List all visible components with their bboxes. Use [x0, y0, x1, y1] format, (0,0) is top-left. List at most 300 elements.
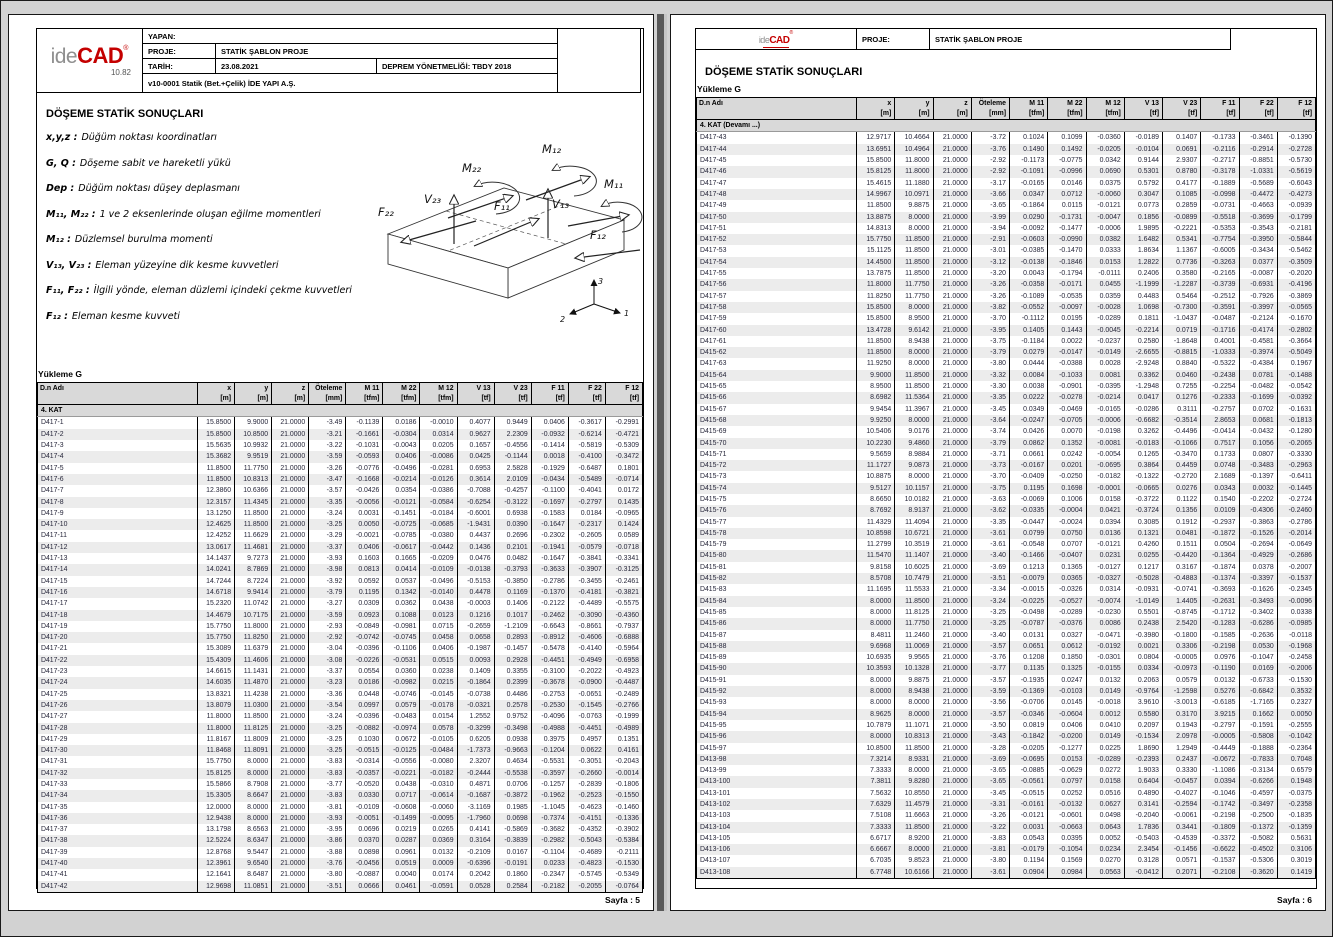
cell-value: 0.1406 — [494, 598, 531, 609]
cell-value: -0.6005 — [1201, 245, 1239, 256]
cell-value: -3.61 — [971, 528, 1009, 539]
cell-value: 0.2928 — [494, 655, 531, 666]
cell-value: -0.2198 — [1201, 810, 1239, 821]
report-header-table — [36, 28, 641, 93]
cell-node-id: D415-93 — [700, 699, 727, 707]
cell-value: -0.1112 — [1010, 313, 1048, 324]
section-label: 4. KAT (Devamı ...) — [697, 120, 1316, 132]
cell-value: 10.8598 — [857, 528, 895, 539]
cell-value: 0.0242 — [1048, 449, 1086, 460]
cell-value: 0.0215 — [420, 677, 457, 688]
cell-value: 0.2063 — [1124, 675, 1162, 686]
cell-value: 0.0997 — [346, 700, 383, 711]
cell-value: 21.0000 — [272, 802, 309, 813]
cell-value: 0.0378 — [1239, 562, 1277, 573]
cell-value: -0.4449 — [1201, 743, 1239, 754]
cell-value: -0.2839 — [568, 779, 605, 790]
cell-value: 11.8125 — [895, 607, 933, 618]
cell-value: 21.0000 — [933, 709, 971, 720]
cell-value: -3.88 — [309, 847, 346, 858]
cell-value: 14.6035 — [198, 677, 235, 688]
cell-value: -0.1935 — [1010, 675, 1048, 686]
cell-value: 0.0219 — [383, 824, 420, 835]
cell-node-id: D417-28 — [38, 723, 198, 734]
cell-value: -0.0496 — [420, 576, 457, 587]
cell-value: 0.5580 — [1124, 709, 1162, 720]
cell-value: 6.6667 — [857, 844, 895, 855]
m12-label: M₁₂ — [542, 142, 562, 156]
cell-value: -0.1806 — [605, 779, 642, 790]
table-row — [697, 347, 1316, 358]
cell-value: -0.5462 — [1277, 245, 1315, 256]
cell-value: -0.0882 — [346, 723, 383, 734]
cell-value: 0.0382 — [1086, 234, 1124, 245]
cell-value: -0.0335 — [1010, 505, 1048, 516]
cell-value: -0.2797 — [568, 497, 605, 508]
cell-value: -0.5819 — [568, 440, 605, 451]
table-row — [697, 223, 1316, 234]
cell-value: 8.0000 — [895, 697, 933, 708]
cell-node-id: D417-57 — [700, 292, 727, 300]
cell-value: -0.1530 — [1277, 675, 1315, 686]
cell-value: -0.4539 — [1163, 833, 1201, 844]
cell-value: 0.0702 — [1239, 404, 1277, 415]
cell-value: 11.8500 — [198, 463, 235, 474]
cell-node-id: D417-16 — [38, 587, 198, 598]
cell-value: 0.0255 — [1124, 550, 1162, 561]
table-row — [697, 460, 1316, 471]
cell-value: 21.0000 — [933, 381, 971, 392]
cell-value: -0.1257 — [531, 779, 568, 790]
table-row — [697, 573, 1316, 584]
table-row — [697, 607, 1316, 618]
cell-value: 0.0086 — [1086, 618, 1124, 629]
cell-value: -0.0985 — [1277, 618, 1315, 629]
cell-value: 10.8875 — [857, 471, 895, 482]
cell-value: 1.1367 — [1163, 245, 1201, 256]
cell-value: -0.0981 — [383, 621, 420, 632]
cell-value: 21.0000 — [272, 587, 309, 598]
cell-value: 11.8500 — [895, 257, 933, 268]
cell-value: 0.0578 — [420, 723, 457, 734]
cell-value: -0.3907 — [568, 564, 605, 575]
cell-value: -3.37 — [309, 666, 346, 677]
cell-value: 6.6717 — [857, 833, 895, 844]
definition-desc: Düzlemsel burulma momenti — [74, 234, 213, 245]
cell-value: 11.0851 — [235, 881, 272, 893]
cell-value: -0.1470 — [1048, 245, 1086, 256]
table-row — [38, 779, 643, 790]
cell-value: -0.4196 — [1277, 279, 1315, 290]
cell-value: -0.2055 — [568, 881, 605, 893]
cell-value: 0.4459 — [1163, 460, 1201, 471]
cell-value: 9.6968 — [857, 641, 895, 652]
cell-value: -0.0561 — [1010, 776, 1048, 787]
table-row — [38, 700, 643, 711]
cell-value: 21.0000 — [933, 392, 971, 403]
cell-value: 0.0327 — [1048, 630, 1086, 641]
cell-value: -0.1731 — [1048, 212, 1086, 223]
cell-value: 0.0360 — [383, 666, 420, 677]
cell-value: -3.54 — [309, 700, 346, 711]
cell-value: -0.1889 — [1201, 178, 1239, 189]
cell-value: 0.0984 — [1048, 867, 1086, 879]
cell-value: 8.9200 — [895, 833, 933, 844]
cell-value: 11.1431 — [235, 666, 272, 677]
cell-value: 8.0000 — [895, 358, 933, 369]
cell-value: -0.2302 — [531, 530, 568, 541]
cell-value: 11.4094 — [895, 517, 933, 528]
cell-value: -0.2182 — [531, 881, 568, 893]
cell-value: -0.1445 — [1277, 483, 1315, 494]
cell-value: -0.2694 — [1239, 539, 1277, 550]
cell-value: 8.0000 — [895, 471, 933, 482]
logo-registered-mark: ® — [789, 29, 794, 36]
cell-value: 0.0022 — [1048, 336, 1086, 347]
cell-value: -0.0205 — [1010, 743, 1048, 754]
cell-value: 0.0276 — [1163, 483, 1201, 494]
cell-value: -0.0121 — [1086, 539, 1124, 550]
table-row — [697, 336, 1316, 347]
cell-value: -0.4823 — [568, 858, 605, 869]
cell-value: 0.3262 — [1124, 426, 1162, 437]
cell-value: -3.20 — [971, 268, 1009, 279]
yapan-label: YAPAN: — [143, 29, 558, 44]
cell-value: -0.3841 — [568, 553, 605, 564]
cell-value: 10.7175 — [235, 610, 272, 621]
cell-value: 0.4483 — [1124, 291, 1162, 302]
cell-value: 0.1856 — [1124, 212, 1162, 223]
cell-value: -3.26 — [971, 291, 1009, 302]
cell-value: -0.1813 — [1277, 415, 1315, 426]
cell-value: -0.0520 — [346, 779, 383, 790]
cell-value: -0.0054 — [1086, 449, 1124, 460]
cell-value: -0.0388 — [1048, 358, 1086, 369]
cell-value: -3.25 — [309, 734, 346, 745]
cell-value: 0.0666 — [346, 881, 383, 893]
cell-value: -0.5531 — [531, 756, 568, 767]
cell-value: -0.0548 — [1010, 539, 1048, 550]
table-row — [697, 392, 1316, 403]
cell-value: -0.1190 — [1201, 663, 1239, 674]
definition-line — [46, 209, 381, 221]
cell-node-id: D417-2 — [38, 429, 198, 440]
cell-value: 0.0748 — [1201, 460, 1239, 471]
cell-value: -0.1089 — [1010, 291, 1048, 302]
cell-value: -0.0132 — [1048, 799, 1086, 810]
cell-node-id: D417-34 — [38, 790, 198, 801]
cell-value: -3.92 — [309, 576, 346, 587]
cell-value: 9.9000 — [235, 417, 272, 429]
cell-value: 0.0394 — [1086, 517, 1124, 528]
cell-value: 15.8500 — [857, 302, 895, 313]
cell-value: 0.0050 — [1277, 709, 1315, 720]
cell-node-id: D417-58 — [697, 302, 857, 313]
column-header: y [m] — [895, 98, 933, 120]
cell-node-id: D415-68 — [697, 415, 857, 426]
page6-content-frame — [695, 28, 1317, 889]
cell-value: -0.0111 — [1086, 268, 1124, 279]
cell-node-id: D417-27 — [41, 713, 68, 721]
cell-value: -0.4384 — [1239, 358, 1277, 369]
cell-value: 12.9698 — [198, 881, 235, 893]
cell-value: 0.0481 — [1163, 528, 1201, 539]
cell-value: -0.2914 — [1239, 144, 1277, 155]
cell-value: 21.0000 — [272, 497, 309, 508]
cell-node-id: D415-79 — [700, 541, 727, 549]
cell-value: -0.0469 — [1048, 404, 1086, 415]
cell-value: 11.8500 — [895, 381, 933, 392]
cell-value: -0.0705 — [1048, 415, 1086, 426]
cell-value: 0.3532 — [1277, 686, 1315, 697]
cell-value: 11.8000 — [895, 166, 933, 177]
cell-value: 0.0406 — [1048, 720, 1086, 731]
cell-value: 11.8500 — [895, 234, 933, 245]
cell-value: 8.0000 — [895, 302, 933, 313]
cell-value: 0.1603 — [346, 553, 383, 564]
cell-value: -0.2686 — [1277, 550, 1315, 561]
cell-value: 10.4664 — [895, 132, 933, 144]
cell-value: 0.0265 — [420, 824, 457, 835]
column-header: Öteleme [mm] — [971, 98, 1009, 120]
axis-1 — [594, 304, 620, 313]
table-row — [697, 166, 1316, 177]
table-row — [38, 643, 643, 654]
cell-value: -0.0092 — [1010, 223, 1048, 234]
cell-value: 0.0247 — [1048, 675, 1086, 686]
cell-value: -0.0731 — [1201, 200, 1239, 211]
slab-results-table-page6 — [696, 97, 1316, 879]
logo-version: 10.82 — [110, 67, 131, 77]
cell-value: 21.0000 — [272, 813, 309, 824]
cell-value: 0.1698 — [1048, 483, 1086, 494]
cell-value: -0.3263 — [1201, 257, 1239, 268]
cell-value: -0.3597 — [531, 768, 568, 779]
cell-value: -0.0105 — [420, 734, 457, 745]
cell-value: -0.0931 — [1124, 584, 1162, 595]
cell-value: 0.7048 — [1277, 754, 1315, 765]
cell-value: -3.79 — [309, 587, 346, 598]
cell-value: -0.4140 — [568, 643, 605, 654]
cell-value: -0.0392 — [1277, 392, 1315, 403]
cell-value: -1.7373 — [457, 745, 494, 756]
cell-value: -0.0226 — [346, 655, 383, 666]
cell-value: -3.25 — [971, 607, 1009, 618]
cell-value: -0.0584 — [420, 497, 457, 508]
cell-value: 6.7035 — [857, 855, 895, 866]
cell-value: 9.5659 — [857, 449, 895, 460]
section-row — [38, 405, 643, 417]
cell-value: 0.0333 — [1086, 245, 1124, 256]
cell-value: 21.0000 — [933, 336, 971, 347]
cell-value: 8.7869 — [235, 564, 272, 575]
cell-value: -0.0695 — [1010, 754, 1048, 765]
cell-value: 21.0000 — [933, 596, 971, 607]
column-header: M 12 [tfm] — [420, 383, 457, 405]
cell-value: -0.1874 — [1201, 562, 1239, 573]
cell-value: -0.3455 — [568, 576, 605, 587]
cell-value: 2.5420 — [1163, 618, 1201, 629]
cell-value: 21.0000 — [933, 630, 971, 641]
cell-value: 11.7750 — [895, 279, 933, 290]
cell-value: -0.4489 — [568, 598, 605, 609]
cell-value: -0.3299 — [457, 723, 494, 734]
cell-value: -0.0097 — [1048, 302, 1086, 313]
cell-value: 0.0334 — [1124, 663, 1162, 674]
cell-value: 15.7750 — [198, 621, 235, 632]
cell-value: 0.0661 — [1010, 449, 1048, 460]
cell-value: 12.1641 — [198, 869, 235, 880]
definition-line — [46, 183, 381, 195]
cell-value: 11.0300 — [235, 700, 272, 711]
cell-value: 0.0287 — [383, 835, 420, 846]
cell-value: 0.5341 — [1163, 234, 1201, 245]
cell-value: -0.2555 — [1277, 720, 1315, 731]
cell-value: -0.0482 — [1239, 381, 1277, 392]
cell-value: 15.7750 — [857, 234, 895, 245]
cell-value: 21.0000 — [272, 824, 309, 835]
cell-value: 0.1017 — [494, 610, 531, 621]
cell-value: -1.2109 — [494, 621, 531, 632]
cell-value: -0.0535 — [1048, 291, 1086, 302]
page-title: DÖŞEME STATİK SONUÇLARI — [705, 66, 863, 78]
cell-value: 0.0712 — [1048, 189, 1086, 200]
cell-value: -3.26 — [309, 463, 346, 474]
cell-value: -0.0191 — [494, 858, 531, 869]
cell-value: -0.3330 — [1277, 449, 1315, 460]
definition-line — [46, 285, 381, 297]
cell-value: -0.4949 — [568, 655, 605, 666]
cell-value: -0.6888 — [605, 632, 642, 643]
cell-value: 21.0000 — [272, 847, 309, 858]
cell-value: 0.0290 — [1010, 212, 1048, 223]
cell-value: -0.4929 — [1239, 550, 1277, 561]
cell-value: 0.4161 — [605, 745, 642, 756]
cell-value: 0.0554 — [346, 666, 383, 677]
cell-value: 10.6166 — [895, 867, 933, 879]
cell-value: -0.0900 — [568, 677, 605, 688]
cell-value: -0.0380 — [420, 530, 457, 541]
cell-value: 0.0455 — [1086, 279, 1124, 290]
cell-value: -3.32 — [971, 370, 1009, 381]
cell-node-id: D415-80 — [697, 550, 857, 561]
cell-value: -0.5478 — [531, 643, 568, 654]
cell-value: 21.0000 — [272, 756, 309, 767]
cell-value: -0.0764 — [605, 881, 642, 893]
cell-value: -0.0899 — [1163, 212, 1201, 223]
cell-value: 0.0571 — [1163, 855, 1201, 866]
cell-value: -0.0447 — [1010, 517, 1048, 528]
cell-value: -0.3470 — [1163, 449, 1201, 460]
cell-value: -3.49 — [309, 417, 346, 429]
cell-value: 0.2696 — [494, 530, 531, 541]
cell-value: 21.0000 — [272, 689, 309, 700]
cell-value: 0.4001 — [1201, 336, 1239, 347]
cell-value: 11.2460 — [895, 630, 933, 641]
proje-label: PROJE: — [857, 29, 930, 50]
definition-desc: Eleman kesme kuvveti — [71, 310, 180, 322]
cell-value: 21.0000 — [272, 429, 309, 440]
cell-value: -0.2444 — [457, 768, 494, 779]
cell-value: 0.0691 — [1163, 144, 1201, 155]
cell-value: 0.4141 — [457, 824, 494, 835]
table-row — [697, 528, 1316, 539]
cell-value: -0.0498 — [1010, 607, 1048, 618]
cell-value: -0.0004 — [1048, 505, 1086, 516]
v23-label: V₂₃ — [424, 192, 442, 206]
cell-value: 0.9144 — [1124, 155, 1162, 166]
cell-value: -0.5353 — [1201, 223, 1239, 234]
cell-value: -0.5575 — [605, 598, 642, 609]
cell-value: -0.0005 — [1163, 652, 1201, 663]
cell-value: -0.6958 — [605, 655, 642, 666]
table-row — [697, 776, 1316, 787]
cell-value: -3.83 — [309, 756, 346, 767]
cell-value: -0.1397 — [1239, 471, 1277, 482]
cell-value: 0.0231 — [1086, 550, 1124, 561]
cell-value: -0.8912 — [531, 632, 568, 643]
results-table-wrap-right — [696, 97, 1316, 879]
cell-value: -0.5689 — [1239, 178, 1277, 189]
cell-value: 0.1850 — [1048, 652, 1086, 663]
cell-value: -0.3509 — [1277, 257, 1315, 268]
cell-value: -0.0250 — [1048, 471, 1086, 482]
cell-value: 21.0000 — [933, 697, 971, 708]
cell-value: 21.0000 — [933, 867, 971, 879]
table-row — [38, 451, 643, 462]
cell-node-id: D417-25 — [41, 690, 68, 698]
cell-value: 0.0819 — [1010, 720, 1048, 731]
cell-value: -0.0081 — [1086, 438, 1124, 449]
cell-value: 0.1030 — [346, 734, 383, 745]
cell-node-id: D415-70 — [697, 438, 857, 449]
cell-value: 8.5708 — [857, 573, 895, 584]
slab-results-table-page5 — [37, 382, 643, 893]
cell-value: 21.0000 — [272, 790, 309, 801]
cell-value: -0.5619 — [1277, 166, 1315, 177]
cell-value: -3.69 — [971, 562, 1009, 573]
cell-value: 0.0773 — [1124, 200, 1162, 211]
cell-value: -0.1668 — [346, 474, 383, 485]
cell-value: 9.8158 — [857, 562, 895, 573]
cell-value: 0.0201 — [1048, 460, 1086, 471]
cell-node-id: D415-88 — [697, 641, 857, 652]
cell-value: 11.8500 — [857, 347, 895, 358]
cell-value: 0.4634 — [494, 756, 531, 767]
cell-value: -0.1864 — [457, 677, 494, 688]
cell-node-id: D415-78 — [697, 528, 857, 539]
cell-value: -3.08 — [309, 655, 346, 666]
cell-value: -3.25 — [309, 745, 346, 756]
cell-value: -3.51 — [309, 881, 346, 893]
cell-value: 11.9250 — [857, 358, 895, 369]
cell-value: -0.9764 — [1124, 686, 1162, 697]
cell-value: 0.0627 — [1086, 799, 1124, 810]
column-header: F 12 [tf] — [605, 383, 642, 405]
cell-value: -0.1456 — [1163, 844, 1201, 855]
table-row — [38, 530, 643, 541]
table-row — [697, 652, 1316, 663]
cell-value: -0.2358 — [1277, 799, 1315, 810]
cell-value: -0.3617 — [568, 417, 605, 429]
table-row — [697, 799, 1316, 810]
cell-value: -0.3739 — [1201, 279, 1239, 290]
cell-value: -0.0045 — [1086, 325, 1124, 336]
cell-value: -0.0183 — [1124, 438, 1162, 449]
cell-value: 21.0000 — [272, 677, 309, 688]
cell-value: -3.74 — [971, 426, 1009, 437]
cell-value: 0.0032 — [1239, 483, 1277, 494]
